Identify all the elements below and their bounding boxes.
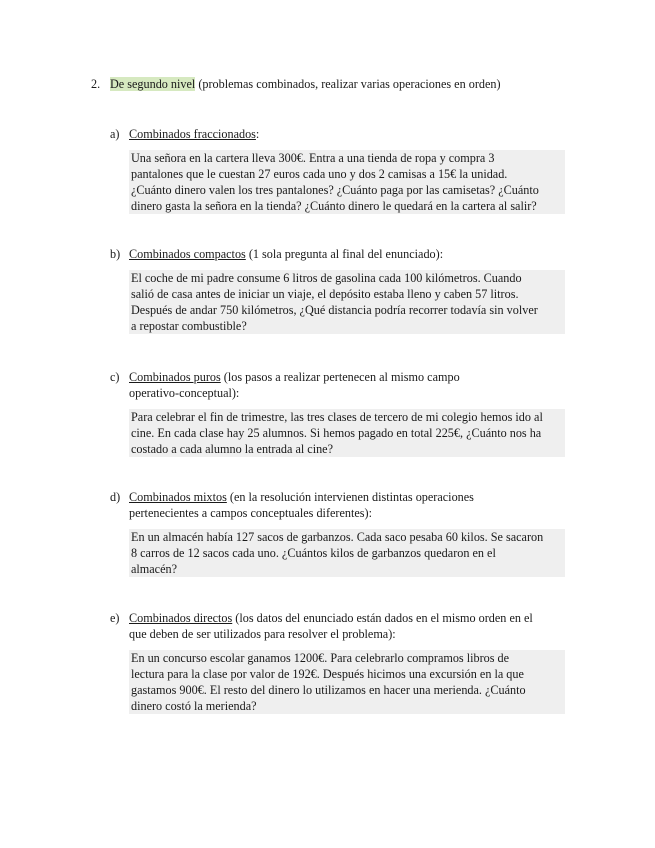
subsection-e — [110, 610, 570, 714]
subsection-title — [110, 489, 570, 521]
problem-line: salió de casa antes de iniciar un viaje, el depósito estaba lleno y caben 57 litros. — [131, 287, 519, 301]
subsection-note-continued: operativo-conceptual): — [129, 386, 240, 400]
subsection-a — [110, 126, 570, 214]
subsection-c — [110, 369, 570, 457]
problem-line: gastamos 900€. El resto del dinero lo utilizamos en hacer una merienda. ¿Cuánto — [131, 683, 526, 697]
subsection-name: Combinados directos — [129, 611, 233, 625]
subsection-b — [110, 246, 570, 334]
problem-line: almacén? — [131, 562, 178, 576]
problem-line: dinero costó la merienda? — [131, 699, 257, 713]
subsection-name: Combinados mixtos — [129, 490, 227, 504]
heading-description: (problemas combinados, realizar varias operaciones en orden) — [195, 77, 501, 91]
problem-line: Una señora en la cartera lleva 300€. Entra a una tienda de ropa y compra 3 — [131, 151, 495, 165]
subsection-title — [110, 246, 570, 262]
subsection-note: (los datos del enunciado están dados en el mismo orden en el — [232, 611, 533, 625]
problem-statement — [129, 650, 565, 714]
problem-line: costado a cada alumno la entrada al cine? — [131, 442, 334, 456]
subsection-note-continued: que deben de ser utilizados para resolver el problema): — [129, 627, 396, 641]
subsection-note-continued: pertenecientes a campos conceptuales diferentes): — [129, 506, 372, 520]
subsection-title — [110, 369, 570, 401]
problem-line: El coche de mi padre consume 6 litros de gasolina cada 100 kilómetros. Cuando — [131, 271, 522, 285]
heading-number: 2. — [91, 77, 101, 91]
problem-line: En un almacén había 127 sacos de garbanzos. Cada saco pesaba 60 kilos. Se sacaron — [131, 530, 544, 544]
subsection-note: (los pasos a realizar pertenecen al mismo campo — [220, 370, 460, 384]
heading-highlight: De segundo nivel — [110, 77, 196, 91]
subsection-title — [110, 126, 570, 142]
problem-line: ¿Cuánto dinero valen los tres pantalones? ¿Cuánto paga por las camisetas? ¿Cuánto — [131, 183, 539, 197]
problem-line: En un concurso escolar ganamos 1200€. Para celebrarlo compramos libros de — [131, 651, 510, 665]
problem-line: Para celebrar el fin de trimestre, las tres clases de tercero de mi colegio hemos ido al — [131, 410, 543, 424]
problem-line: a repostar combustible? — [131, 319, 247, 333]
subsection-note: (1 sola pregunta al final del enunciado): — [245, 247, 444, 261]
subsection-letter: b) — [110, 247, 121, 261]
problem-statement — [129, 529, 565, 577]
subsection-letter: e) — [110, 611, 120, 625]
problem-statement — [129, 150, 565, 214]
subsection-letter: c) — [110, 370, 120, 384]
problem-statement — [129, 409, 565, 457]
subsection-name: Combinados compactos — [129, 247, 246, 261]
subsection-name: Combinados puros — [129, 370, 221, 384]
subsection-name: Combinados fraccionados — [129, 127, 256, 141]
problem-line: Después de andar 750 kilómetros, ¿Qué distancia podría recorrer todavía sin volver — [131, 303, 538, 317]
problem-line: lectura para la clase por valor de 192€. Después hicimos una excursión en la que — [131, 667, 524, 681]
subsection-d — [110, 489, 570, 577]
problem-statement — [129, 270, 565, 334]
subsection-note: (en la resolución intervienen distintas operaciones — [226, 490, 474, 504]
subsection-letter: d) — [110, 490, 121, 504]
subsection-letter: a) — [110, 127, 120, 141]
section-heading — [91, 76, 631, 92]
problem-line: cine. En cada clase hay 25 alumnos. Si hemos pagado en total 225€, ¿Cuánto nos ha — [131, 426, 542, 440]
subsection-title — [110, 610, 570, 642]
problem-line: 8 carros de 12 sacos cada uno. ¿Cuántos kilos de garbanzos quedaron en el — [131, 546, 496, 560]
subsection-note: : — [255, 127, 260, 141]
problem-line: pantalones que le cuestan 27 euros cada uno y dos 2 camisas a 15€ la unidad. — [131, 167, 508, 181]
problem-line: dinero gasta la señora en la tienda? ¿Cuánto dinero le quedará en la cartera al salir? — [131, 199, 537, 213]
